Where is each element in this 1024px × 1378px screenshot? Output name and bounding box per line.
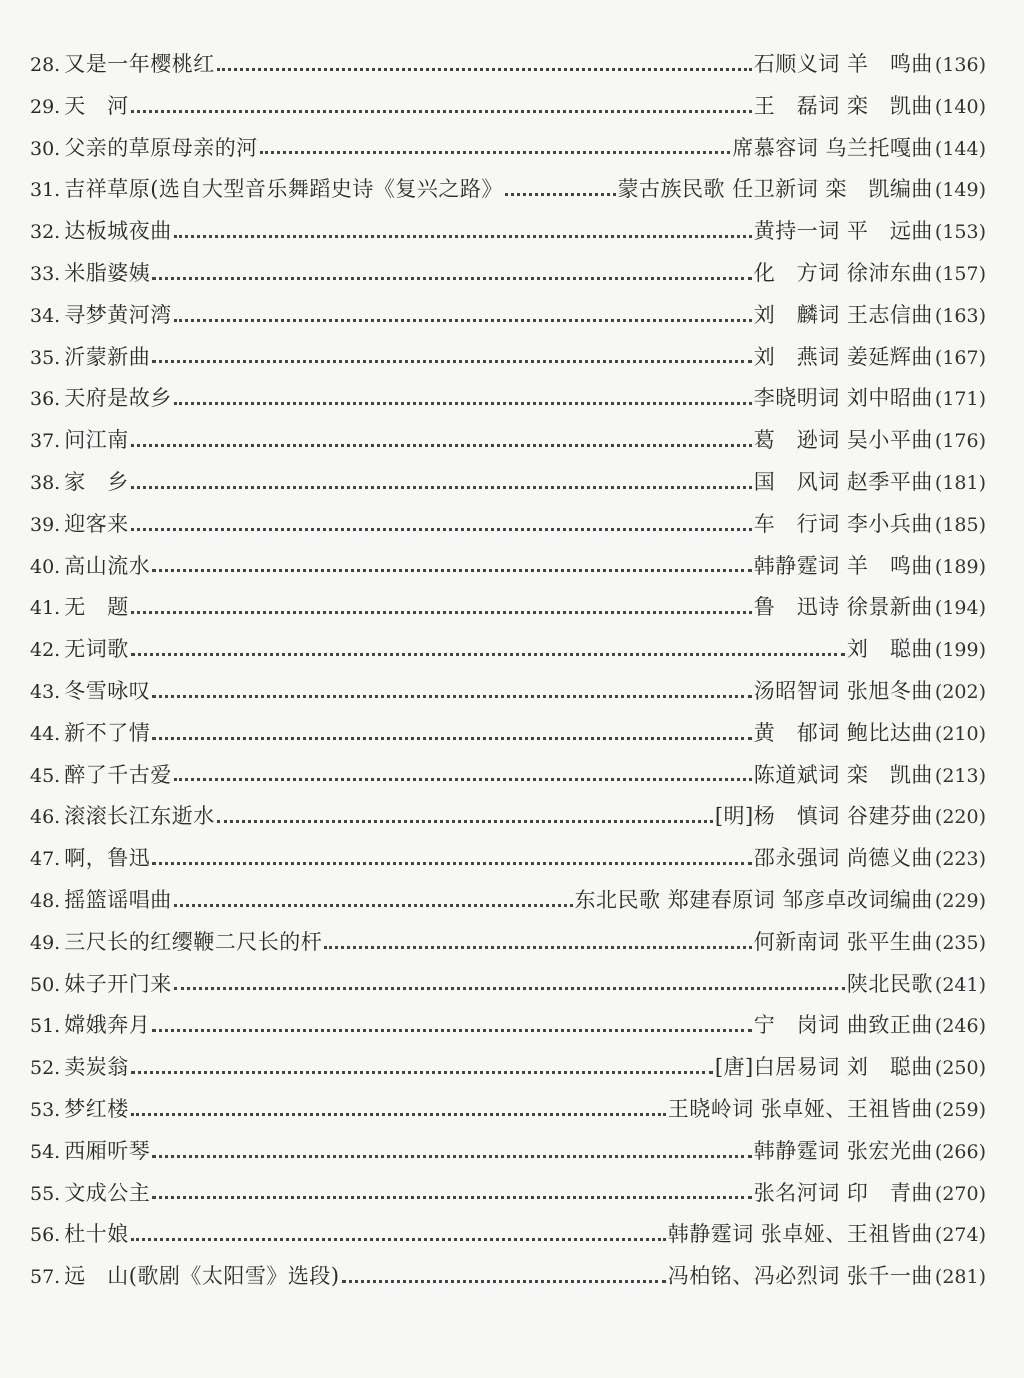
entry-credit: 韩静霆词 张宏光曲 bbox=[753, 1138, 933, 1163]
toc-entry[interactable] bbox=[30, 1214, 986, 1256]
entry-page-number: (194) bbox=[934, 597, 986, 620]
dot-leader bbox=[152, 736, 752, 740]
toc-entry[interactable] bbox=[30, 587, 986, 629]
entry-credit: 何新南词 张平生曲 bbox=[753, 929, 933, 954]
dot-leader bbox=[505, 192, 616, 196]
entry-title: 天 河 bbox=[64, 93, 129, 118]
toc-entry[interactable] bbox=[30, 1256, 986, 1298]
dot-leader bbox=[152, 568, 752, 572]
entry-page-number: (266) bbox=[934, 1140, 986, 1163]
toc-entry[interactable] bbox=[30, 295, 986, 337]
entry-title: 无 题 bbox=[64, 595, 129, 620]
dot-leader bbox=[324, 945, 752, 949]
entry-credit: 鲁 迅诗 徐景新曲 bbox=[753, 595, 933, 620]
dot-leader bbox=[131, 1237, 666, 1241]
dot-leader bbox=[152, 1154, 752, 1158]
entry-credit: 刘 麟词 王志信曲 bbox=[753, 302, 933, 327]
entry-credit: 张名河词 印 青曲 bbox=[753, 1180, 933, 1205]
dot-leader bbox=[131, 610, 752, 614]
entry-title: 杜十娘 bbox=[64, 1222, 129, 1247]
toc-entry[interactable] bbox=[30, 378, 986, 420]
entry-credit: 冯柏铭、冯必烈词 张千一曲 bbox=[667, 1264, 933, 1289]
entry-number: 28. bbox=[30, 54, 61, 76]
entry-number: 37. bbox=[30, 430, 61, 453]
entry-page-number: (250) bbox=[934, 1057, 986, 1080]
dot-leader bbox=[342, 1279, 666, 1283]
entry-page-number: (153) bbox=[934, 221, 986, 244]
dot-leader bbox=[152, 1195, 752, 1199]
entry-page-number: (202) bbox=[934, 680, 986, 703]
entry-title: 滚滚长江东逝水 bbox=[64, 804, 215, 829]
entry-credit: 汤昭智词 张旭冬曲 bbox=[753, 678, 933, 703]
entry-number: 42. bbox=[30, 639, 61, 662]
entry-title: 无词歌 bbox=[64, 637, 129, 662]
entry-number: 47. bbox=[30, 848, 61, 871]
entry-title: 吉祥草原(选自大型音乐舞蹈史诗《复兴之路》 bbox=[64, 177, 503, 202]
dot-leader bbox=[174, 234, 752, 238]
entry-page-number: (210) bbox=[934, 722, 986, 745]
entry-number: 41. bbox=[30, 597, 61, 620]
entry-title: 达板城夜曲 bbox=[64, 219, 172, 244]
entry-credit: 邵永强词 尚德义曲 bbox=[753, 846, 933, 871]
entry-number: 34. bbox=[30, 304, 61, 327]
toc-entry[interactable] bbox=[30, 1089, 986, 1131]
entry-number: 53. bbox=[30, 1098, 61, 1121]
entry-credit: [唐]白居易词 刘 聪曲 bbox=[714, 1055, 933, 1080]
dot-leader bbox=[174, 401, 752, 405]
entry-page-number: (163) bbox=[934, 304, 986, 327]
dot-leader bbox=[131, 652, 845, 656]
entry-number: 30. bbox=[30, 137, 61, 160]
entry-credit: 黄 郁词 鲍比达曲 bbox=[753, 720, 933, 745]
toc-entry[interactable] bbox=[30, 880, 986, 922]
entry-page-number: (171) bbox=[934, 388, 986, 411]
entry-credit: 石顺义词 羊 鸣曲 bbox=[753, 52, 933, 76]
entry-page-number: (199) bbox=[934, 639, 986, 662]
entry-page-number: (270) bbox=[934, 1182, 986, 1205]
toc-entry[interactable] bbox=[30, 922, 986, 964]
entry-credit: 韩静霆词 羊 鸣曲 bbox=[753, 553, 933, 578]
entry-page-number: (144) bbox=[934, 137, 986, 160]
dot-leader bbox=[174, 903, 573, 907]
entry-credit: 刘 聪曲 bbox=[846, 637, 933, 662]
entry-page-number: (223) bbox=[934, 848, 986, 871]
entry-credit: [明]杨 慎词 谷建芬曲 bbox=[714, 804, 933, 829]
toc-entry[interactable] bbox=[30, 838, 986, 880]
entry-number: 43. bbox=[30, 680, 61, 703]
entry-title: 冬雪咏叹 bbox=[64, 678, 151, 703]
toc-entry[interactable] bbox=[30, 629, 986, 671]
entry-credit: 刘 燕词 姜延辉曲 bbox=[753, 344, 933, 369]
entry-page-number: (220) bbox=[934, 806, 986, 829]
entry-page-number: (181) bbox=[934, 471, 986, 494]
entry-title: 高山流水 bbox=[64, 553, 151, 578]
entry-number: 44. bbox=[30, 722, 61, 745]
dot-leader bbox=[217, 819, 713, 823]
entry-number: 49. bbox=[30, 931, 61, 954]
entry-page-number: (157) bbox=[934, 262, 986, 285]
entry-credit: 韩静霆词 张卓娅、王祖皆曲 bbox=[667, 1222, 933, 1247]
entry-page-number: (259) bbox=[934, 1098, 986, 1121]
toc-entry[interactable] bbox=[30, 1131, 986, 1173]
entry-title: 啊，鲁迅 bbox=[64, 846, 151, 871]
toc-entry[interactable] bbox=[30, 211, 986, 253]
entry-number: 45. bbox=[30, 764, 61, 787]
dot-leader bbox=[174, 777, 752, 781]
dot-leader bbox=[131, 485, 752, 489]
entry-number: 35. bbox=[30, 346, 61, 369]
entry-number: 39. bbox=[30, 513, 61, 536]
toc-entry[interactable] bbox=[30, 86, 986, 128]
entry-number: 56. bbox=[30, 1224, 61, 1247]
dot-leader bbox=[152, 861, 752, 865]
dot-leader bbox=[131, 109, 752, 113]
toc-entry[interactable] bbox=[30, 796, 986, 838]
entry-page-number: (241) bbox=[934, 973, 986, 996]
entry-number: 33. bbox=[30, 262, 61, 285]
entry-credit: 王 磊词 栾 凯曲 bbox=[753, 93, 933, 118]
entry-credit: 东北民歌 郑建春原词 邹彦卓改词编曲 bbox=[574, 887, 933, 912]
entry-credit: 王晓岭词 张卓娅、王祖皆曲 bbox=[667, 1096, 933, 1121]
dot-leader bbox=[131, 1070, 713, 1074]
entry-number: 57. bbox=[30, 1266, 61, 1289]
entry-credit: 陕北民歌 bbox=[846, 971, 933, 996]
entry-title: 寻梦黄河湾 bbox=[64, 302, 172, 327]
entry-credit: 国 风词 赵季平曲 bbox=[753, 469, 933, 494]
toc-entry[interactable] bbox=[30, 504, 986, 546]
entry-credit: 宁 岗词 曲致正曲 bbox=[753, 1013, 933, 1038]
entry-page-number: (246) bbox=[934, 1015, 986, 1038]
dot-leader bbox=[174, 318, 752, 322]
entry-page-number: (229) bbox=[934, 889, 986, 912]
entry-number: 54. bbox=[30, 1140, 61, 1163]
entry-number: 36. bbox=[30, 388, 61, 411]
entry-page-number: (185) bbox=[934, 513, 986, 536]
entry-title: 问江南 bbox=[64, 428, 129, 453]
entry-page-number: (136) bbox=[934, 54, 986, 76]
entry-title: 远 山(歌剧《太阳雪》选段) bbox=[64, 1264, 340, 1289]
dot-leader bbox=[260, 150, 731, 154]
entry-title: 天府是故乡 bbox=[64, 386, 172, 411]
entry-title: 卖炭翁 bbox=[64, 1055, 129, 1080]
entry-title: 新不了情 bbox=[64, 720, 151, 745]
entry-credit: 蒙古族民歌 任卫新词 栾 凯编曲 bbox=[617, 177, 933, 202]
toc-entry[interactable] bbox=[30, 169, 986, 211]
dot-leader bbox=[152, 276, 752, 280]
entry-number: 32. bbox=[30, 221, 61, 244]
entry-credit: 车 行词 李小兵曲 bbox=[753, 511, 933, 536]
entry-number: 31. bbox=[30, 179, 61, 202]
entry-title: 醉了千古爱 bbox=[64, 762, 172, 787]
dot-leader bbox=[152, 359, 752, 363]
entry-number: 51. bbox=[30, 1015, 61, 1038]
entry-page-number: (235) bbox=[934, 931, 986, 954]
toc-entry[interactable] bbox=[30, 1047, 986, 1089]
entry-number: 29. bbox=[30, 95, 61, 118]
entry-number: 50. bbox=[30, 973, 61, 996]
toc-entry[interactable] bbox=[30, 253, 986, 295]
toc-entry[interactable] bbox=[30, 462, 986, 504]
entry-page-number: (274) bbox=[934, 1224, 986, 1247]
toc-entry[interactable] bbox=[30, 128, 986, 170]
entry-page-number: (281) bbox=[934, 1266, 986, 1289]
entry-page-number: (167) bbox=[934, 346, 986, 369]
entry-title: 迎客来 bbox=[64, 511, 129, 536]
entry-credit: 席慕容词 乌兰托嘎曲 bbox=[732, 135, 933, 160]
entry-credit: 化 方词 徐沛东曲 bbox=[753, 260, 933, 285]
entry-title: 嫦娥奔月 bbox=[64, 1013, 151, 1038]
toc-entry[interactable] bbox=[30, 1005, 986, 1047]
dot-leader bbox=[152, 1028, 752, 1032]
toc-entry[interactable] bbox=[30, 713, 986, 755]
entry-title: 家 乡 bbox=[64, 469, 129, 494]
toc-entry[interactable] bbox=[30, 964, 986, 1006]
toc-entry[interactable] bbox=[30, 546, 986, 588]
toc-entry[interactable] bbox=[30, 671, 986, 713]
entry-credit: 李晓明词 刘中昭曲 bbox=[753, 386, 933, 411]
dot-leader bbox=[174, 986, 845, 990]
entry-title: 西厢听琴 bbox=[64, 1138, 151, 1163]
entry-title: 米脂婆姨 bbox=[64, 260, 151, 285]
entry-number: 40. bbox=[30, 555, 61, 578]
entry-number: 55. bbox=[30, 1182, 61, 1205]
dot-leader bbox=[131, 443, 752, 447]
entry-title: 三尺长的红缨鞭二尺长的杆 bbox=[64, 929, 323, 954]
entry-credit: 黄持一词 平 远曲 bbox=[753, 219, 933, 244]
toc-list bbox=[30, 44, 986, 1298]
toc-entry[interactable] bbox=[30, 44, 986, 86]
entry-number: 46. bbox=[30, 806, 61, 829]
entry-page-number: (189) bbox=[934, 555, 986, 578]
entry-title: 摇篮谣唱曲 bbox=[64, 887, 172, 912]
entry-number: 48. bbox=[30, 889, 61, 912]
toc-entry[interactable] bbox=[30, 420, 986, 462]
dot-leader bbox=[152, 694, 752, 698]
dot-leader bbox=[131, 1112, 666, 1116]
toc-entry[interactable] bbox=[30, 337, 986, 379]
entry-page-number: (149) bbox=[934, 179, 986, 202]
entry-page-number: (176) bbox=[934, 430, 986, 453]
entry-page-number: (213) bbox=[934, 764, 986, 787]
entry-credit: 葛 逊词 吴小平曲 bbox=[753, 428, 933, 453]
toc-entry[interactable] bbox=[30, 1173, 986, 1215]
entry-credit: 陈道斌词 栾 凯曲 bbox=[753, 762, 933, 787]
entry-page-number: (140) bbox=[934, 95, 986, 118]
entry-title: 父亲的草原母亲的河 bbox=[64, 135, 258, 160]
entry-title: 又是一年樱桃红 bbox=[64, 52, 215, 76]
entry-number: 52. bbox=[30, 1057, 61, 1080]
toc-entry[interactable] bbox=[30, 755, 986, 797]
entry-title: 文成公主 bbox=[64, 1180, 151, 1205]
entry-title: 沂蒙新曲 bbox=[64, 344, 151, 369]
dot-leader bbox=[131, 527, 752, 531]
entry-number: 38. bbox=[30, 471, 61, 494]
entry-title: 妹子开门来 bbox=[64, 971, 172, 996]
entry-title: 梦红楼 bbox=[64, 1096, 129, 1121]
dot-leader bbox=[217, 67, 752, 71]
